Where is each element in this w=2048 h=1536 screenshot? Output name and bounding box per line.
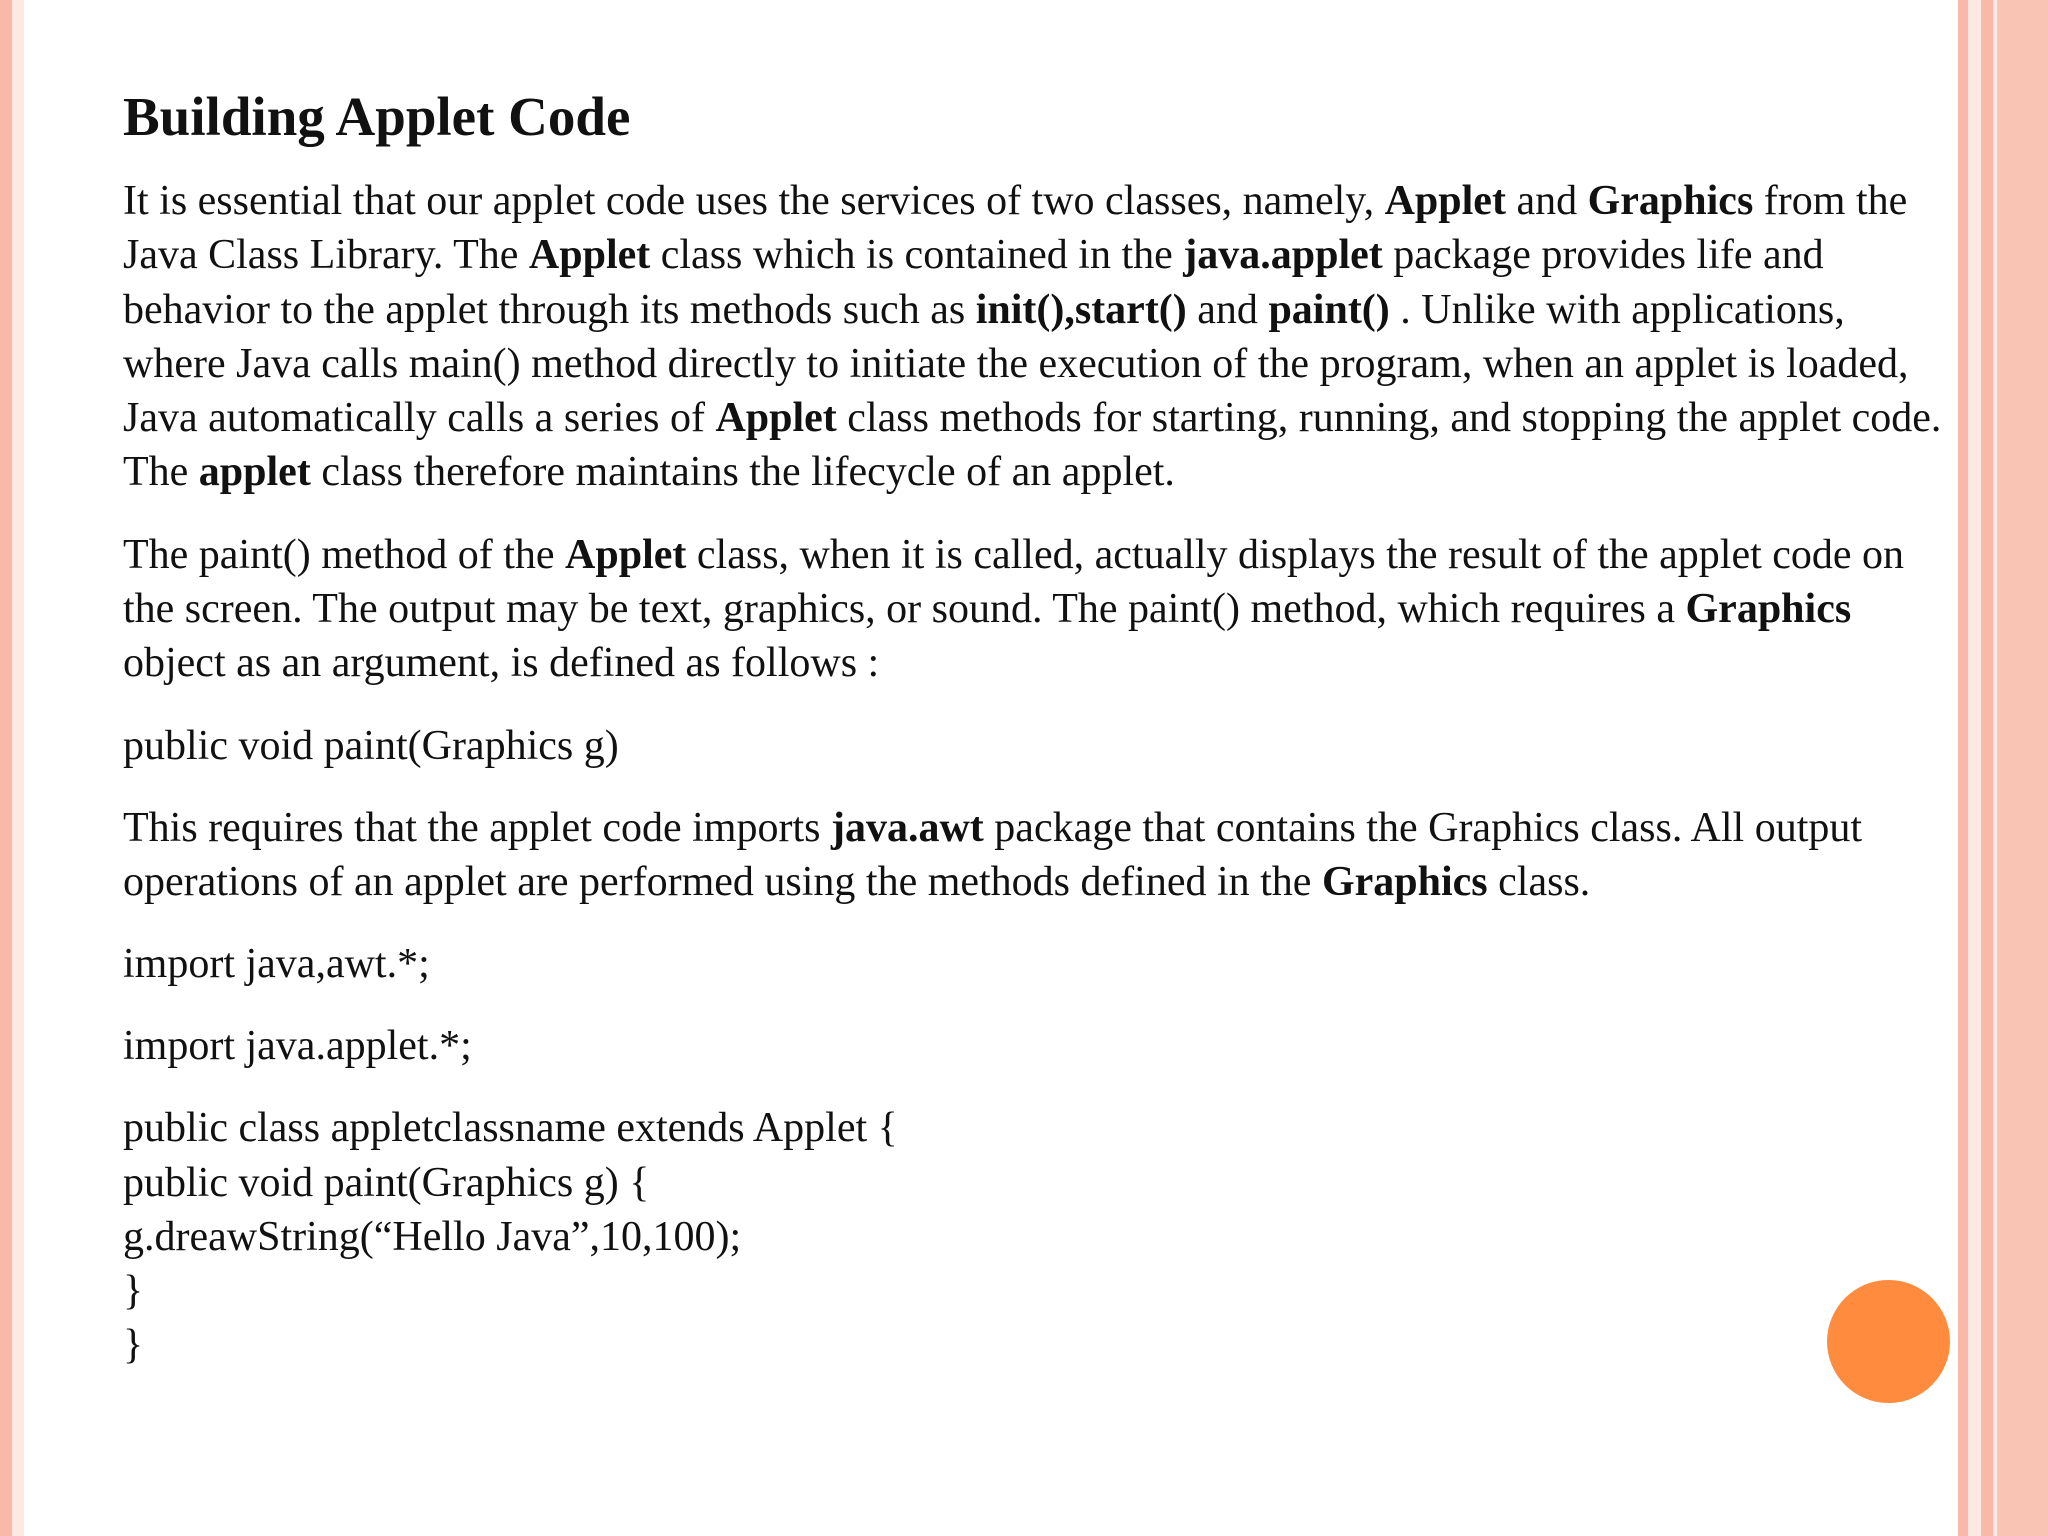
left-border-stripe-light [12,0,24,1536]
paint-method-paragraph: The paint() method of the Applet class, when it is called, actually displays the result of the applet code on the screen. The output may be text, graphics, or sound. The paint() method, which requires a Graphics object as an argument, is defined as follows : [123,531,1905,687]
code-line: } [123,1322,144,1369]
code-line: } [123,1268,144,1315]
left-border-stripe [0,0,12,1536]
import-applet-code: import java.applet.*; [123,1023,472,1070]
code-line: public void paint(Graphics g) { [123,1159,650,1206]
slide-content [123,80,1953,1373]
intro-paragraph: It is essential that our applet code uses the services of two classes, namely, Applet and Graphics from the Java Class Library. The Applet class which is contained in the java.applet package provides life and behavior to the applet through its methods such as init(),start() and paint() . Unlike with applications, where Java calls main() method directly to initiate the execution of the program, when an applet is loaded, Java automatically calls a series of Applet class methods for starting, running, and stopping the applet code. The applet class therefore maintains the lifecycle of an applet. [123,178,1942,496]
right-border-stripe [1981,0,1993,1536]
code-line: g.dreawString(“Hello Java”,10,100); [123,1213,742,1260]
applet-class-code [123,1101,1953,1372]
import-awt-code: import java,awt.*; [123,941,430,988]
right-border-band [1997,0,2048,1536]
awt-import-paragraph: This requires that the applet code imports java.awt package that contains the Graphics class. All output operations of an applet are performed using the methods defined in the Graphics class. [123,804,1863,905]
code-line: public class appletclassname extends Applet { [123,1105,898,1152]
orange-circle-decoration [1827,1280,1950,1403]
right-border-stripe-light [1968,0,1981,1536]
right-border-stripe [1958,0,1968,1536]
paint-signature-code: public void paint(Graphics g) [123,722,619,769]
slide-title: Building Applet Code [123,86,631,147]
